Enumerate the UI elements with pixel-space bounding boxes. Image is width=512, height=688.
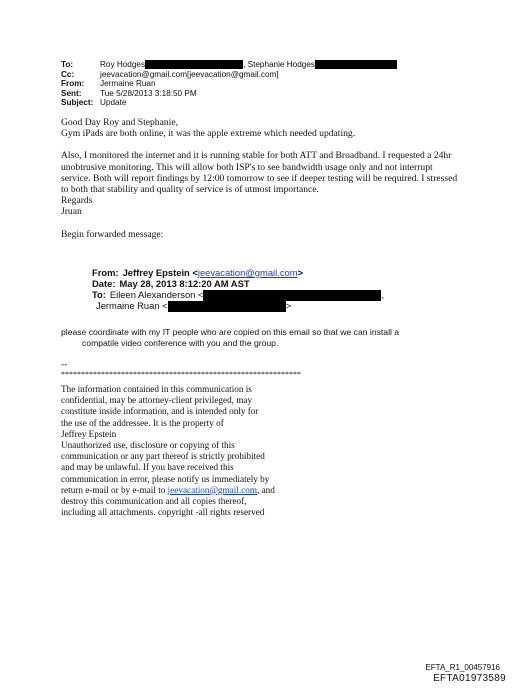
from-value: Jermaine Ruan (100, 79, 156, 89)
forward-intro: Begin forwarded message: (61, 228, 164, 240)
disclaimer (61, 384, 331, 518)
from-row (61, 79, 397, 89)
to-recipient-2: , Stephanie Hodges (243, 60, 315, 69)
fwd-to-row-2 (92, 301, 384, 312)
regards: Regards (61, 195, 93, 207)
fwd-date-label: Date: (92, 277, 116, 289)
message-line-1: please coordinate with my IT people who are copied on this email so that we can install a (61, 327, 400, 337)
body-line-1: Gym iPads are both online, it was the apple extreme which needed updating. (61, 128, 356, 140)
bates-number: EFTA01973589 (433, 673, 506, 684)
message-line-2: compatile video conference with you and the group. (82, 338, 279, 348)
greeting: Good Day Roy and Stephanie, (61, 117, 178, 128)
forwarded-message (61, 327, 431, 349)
dashes: -- (61, 360, 68, 370)
subject-row (61, 98, 397, 108)
disclaimer-text: , and (256, 484, 275, 495)
from-label: From: (61, 79, 85, 89)
sent-value: Tue 5/28/2013 3:18:50 PM (100, 88, 197, 98)
disclaimer-text: return e-mail or by e-mail to (61, 484, 168, 495)
subject-label: Subject: (61, 98, 94, 108)
redaction-box (315, 60, 397, 69)
disclaimer-line: and may be unlawful. If you have received this (61, 462, 234, 473)
cc-row (61, 70, 397, 80)
fwd-to-recipient-2: Jermaine Ruan < (96, 299, 168, 311)
fwd-date-value: May 28, 2013 8:12:20 AM AST (119, 277, 250, 289)
redaction-box (168, 301, 286, 312)
fwd-to-row (92, 290, 384, 301)
star-divider: ************************************************************ (61, 370, 301, 380)
bates-number-r1: EFTA_R1_00457916 (425, 663, 500, 672)
forwarded-header (92, 268, 384, 312)
cc-label: Cc: (61, 69, 75, 79)
disclaimer-line: the use of the addressee. It is the property of (61, 417, 224, 428)
disclaimer-line: communication or any part thereof is strictly prohibited (61, 451, 265, 462)
to-row (61, 60, 397, 70)
disclaimer-line: Unauthorized use, disclosure or copying of this (61, 440, 235, 451)
fwd-from-email-link[interactable]: jeevacation@gmail.com (197, 267, 298, 278)
disclaimer-line (61, 485, 331, 496)
disclaimer-line: constitute inside information, and is intended only for (61, 406, 259, 417)
fwd-to-close: > (285, 299, 292, 311)
fwd-to-comma: , (381, 288, 385, 300)
email-body (61, 117, 461, 240)
email-header (61, 60, 397, 108)
disclaimer-line: communication in error, please notify us immediately by (61, 473, 270, 484)
redaction-box (203, 290, 381, 301)
redaction-box (145, 60, 243, 69)
sent-row (61, 89, 397, 99)
body-paragraph-2: Also, I monitored the internet and it is running stable for both ATT and Broadband. I requested a 24hr unobtrusive monitoring. This will allow both ISP's to see bandwidth usage only and not interrupt service. Both will report findings by 12:00 tomorrow to see if deeper testing will be required. I stressed to both that stability and quality of service is of utmost importance. (61, 150, 458, 196)
fwd-from-close: > (297, 267, 304, 278)
disclaimer-line: confidential, may be attorney-client privileged, may (61, 395, 253, 406)
fwd-from-name: Jeffrey Epstein < (122, 267, 198, 278)
disclaimer-email-link[interactable]: jeevacation@gmail.com (167, 484, 257, 495)
disclaimer-line: Jeffrey Epstein (61, 428, 117, 439)
disclaimer-line: The information contained in this communication is (61, 384, 252, 394)
fwd-from-label: From: (92, 267, 119, 278)
fwd-to-label: To: (92, 288, 106, 300)
disclaimer-line: destroy this communication and all copies thereof, (61, 496, 247, 507)
signature-separator (61, 360, 301, 381)
fwd-to-recipient-1: Eileen Alexanderson < (109, 288, 204, 300)
fwd-date-row (92, 279, 384, 290)
to-recipient-1: Roy Hodges (100, 60, 146, 69)
sent-label: Sent: (61, 88, 82, 98)
subject-value: Update (100, 98, 127, 108)
to-label: To: (61, 60, 74, 69)
disclaimer-line: including all attachments. copyright -all rights reserved (61, 507, 265, 518)
cc-value: jeevacation@gmail.com[jeevacation@gmail.com] (100, 69, 279, 79)
signoff: Jruan (61, 206, 82, 218)
